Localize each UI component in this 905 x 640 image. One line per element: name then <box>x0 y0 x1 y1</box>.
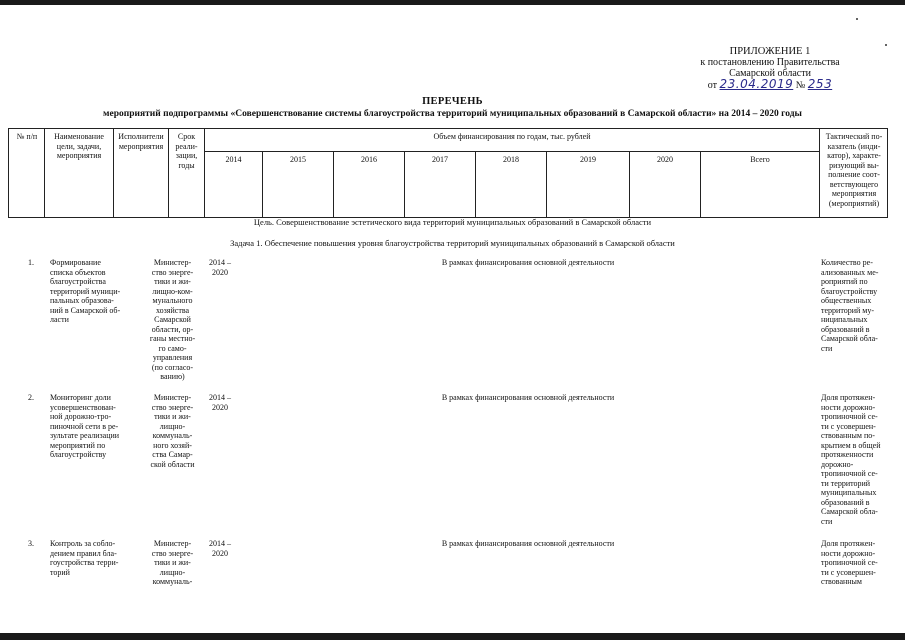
text-line: Формирование <box>50 258 101 267</box>
text-line: хозяйства <box>155 305 190 315</box>
text-line: Доля протяжен- <box>821 393 876 402</box>
text-line: Доля протяжен- <box>821 539 876 548</box>
text-line: общественных <box>821 296 872 305</box>
scan-speck <box>885 44 887 46</box>
header-term-line: зации, <box>175 151 198 160</box>
text-line: (по согласо- <box>151 362 194 372</box>
number-prefix: № <box>795 80 806 91</box>
text-line: территорий му- <box>821 305 875 315</box>
table-header <box>8 128 888 218</box>
text-line: ти территорий <box>821 478 871 488</box>
header-year: 2014 <box>225 155 242 164</box>
text-line: усовершенствован- <box>50 402 116 412</box>
header-indicator-line: ризующий вы- <box>829 160 879 170</box>
text-line: Министер- <box>153 258 192 267</box>
scan-speck <box>856 18 858 20</box>
row-financing: В рамках финансирования основной деятельности <box>441 393 615 402</box>
row-financing: В рамках финансирования основной деятельности <box>441 258 615 267</box>
appendix-line-1: к постановлению Правительства <box>700 57 840 68</box>
header-term <box>169 132 204 170</box>
text-line: ализованных ме- <box>821 267 879 277</box>
row-executors <box>141 539 204 587</box>
header-indicator-line: мероприятия <box>831 189 877 198</box>
text-line: благоустройства <box>50 277 106 286</box>
text-line: Министер- <box>153 393 192 402</box>
header-indicator-line: ветствующего <box>829 179 879 189</box>
text-line: мероприятий по <box>50 440 106 450</box>
header-term-line: Срок <box>177 132 196 141</box>
row-indicator <box>821 539 885 587</box>
appendix-line-2: Самарской области <box>729 68 811 79</box>
text-line: ствованным по- <box>821 431 875 440</box>
text-line: ниципальных <box>821 315 868 324</box>
text-line: го само- <box>158 343 187 353</box>
text-line: роприятий по <box>821 277 868 286</box>
text-line: Контроль за собло- <box>50 539 116 548</box>
text-line: Мониторинг доли <box>50 393 111 402</box>
text-line: образований в <box>821 497 870 507</box>
text-line: ности дорожно- <box>821 548 876 558</box>
header-indicator-line: катор), характе- <box>827 151 881 160</box>
text-line: Самарской обла- <box>821 507 878 516</box>
row-financing: В рамках финансирования основной деятельности <box>441 539 615 548</box>
scan-top-edge <box>0 0 905 5</box>
text-line: ности дорожно- <box>821 402 876 412</box>
appendix-title: ПРИЛОЖЕНИЕ 1 <box>729 46 811 57</box>
text-line: зультате реализации <box>50 431 120 440</box>
text-line: территорий муници- <box>50 286 121 296</box>
text-line: тропиночной се- <box>821 469 878 478</box>
header-term-line: реали- <box>175 141 198 151</box>
text-line: ванию) <box>160 372 185 381</box>
text-line: Министер- <box>153 539 192 548</box>
header-term-line: годы <box>178 160 195 170</box>
text-line: тропиночной се- <box>821 412 878 421</box>
text-line: 2014 – <box>209 539 231 548</box>
text-line: ний в Самарской об- <box>50 305 121 315</box>
header-year: 2018 <box>503 155 519 164</box>
text-line: пальных образова- <box>50 296 114 305</box>
text-line: лищно- <box>159 567 186 577</box>
text-line: 2020 <box>212 548 228 558</box>
text-line: коммуналь- <box>152 431 193 440</box>
goal-line: Цель. Совершенствование эстетического вида территорий муниципальных образований в Самарской области <box>253 217 652 227</box>
date-prefix: от <box>707 80 718 91</box>
task-line: Задача 1. Обеспечение повышения уровня благоустройства территорий муниципальных образований в Самарской области <box>230 238 675 248</box>
text-line: 2020 <box>212 267 228 277</box>
text-line: коммуналь- <box>152 577 193 586</box>
col-divider <box>44 129 45 217</box>
text-line: ласти <box>50 315 69 324</box>
text-line: ного хозяй- <box>153 440 192 450</box>
text-line: тики и жи- <box>154 558 191 567</box>
text-line: тики и жи- <box>154 412 191 421</box>
text-line: муниципальных <box>821 488 877 497</box>
header-indicator-line: казатель (инди- <box>827 141 881 151</box>
row-divider <box>204 151 819 152</box>
text-line: 2020 <box>212 402 228 412</box>
text-line: Самарской <box>154 315 191 324</box>
row-name <box>50 258 138 325</box>
row-term <box>204 393 236 412</box>
document-subtitle: мероприятий подпрограммы «Совершенствование системы благоустройства территорий муниципальных образований в Самарской области» на 2014 – 2020 годы <box>103 109 802 119</box>
text-line: ство энерге- <box>151 402 194 412</box>
document-title: ПЕРЕЧЕНЬ <box>422 96 483 107</box>
header-indicator-line: Тактический по- <box>825 132 883 141</box>
header-indicator-line: полнение соот- <box>828 170 880 179</box>
scan-bottom-edge <box>0 633 905 640</box>
row-number: 3. <box>28 539 34 548</box>
header-year: 2020 <box>657 155 673 164</box>
text-line: дением правил бла- <box>50 548 117 558</box>
row-name <box>50 393 138 460</box>
text-line: сти <box>821 343 833 353</box>
text-line: благоустройству <box>821 286 878 296</box>
text-line: гоустройства терри- <box>50 558 119 567</box>
header-indicator-line: (мероприятий) <box>828 198 880 208</box>
text-line: сти <box>821 516 833 526</box>
appendix-date-line <box>670 79 870 91</box>
text-line: ства Самар- <box>152 450 193 459</box>
text-line: области, ор- <box>151 324 194 334</box>
header-year: 2015 <box>290 155 306 164</box>
header-name: Наименование цели, задачи, мероприятия <box>54 132 104 160</box>
appendix-block <box>670 46 870 91</box>
header-indicator <box>820 132 888 208</box>
handwritten-date: 23.04.2019 <box>719 77 794 91</box>
row-indicator <box>821 393 885 526</box>
col-divider <box>204 129 205 217</box>
row-term <box>204 258 236 277</box>
text-line: благоустройству <box>50 450 107 459</box>
text-line: управления <box>152 353 193 362</box>
text-line: лищно- <box>159 421 186 431</box>
text-line: ство энерге- <box>151 548 194 558</box>
header-total: Всего <box>750 155 770 164</box>
text-line: ти с усовершен- <box>821 421 876 431</box>
row-term <box>204 539 236 558</box>
handwritten-number: 253 <box>807 77 833 91</box>
text-line: протяженности <box>821 450 874 459</box>
header-year: 2017 <box>432 155 448 164</box>
text-line: Количество ре- <box>821 258 873 267</box>
text-line: ганы местно- <box>149 334 196 343</box>
row-executors <box>141 258 204 382</box>
row-indicator <box>821 258 885 353</box>
header-executors: Исполнители мероприятия <box>118 132 164 151</box>
row-number: 2. <box>28 393 34 402</box>
text-line: тропиночной се- <box>821 558 878 567</box>
header-year: 2016 <box>361 155 377 164</box>
text-line: пиночной сети в ре- <box>50 421 119 431</box>
text-line: ство энерге- <box>151 267 194 277</box>
text-line: ти с усовершен- <box>821 567 876 577</box>
row-name <box>50 539 138 577</box>
text-line: лищно-ком- <box>152 286 193 296</box>
header-num: № п/п <box>16 132 38 141</box>
text-line: ствованным <box>821 577 862 586</box>
text-line: дорожно- <box>821 459 854 469</box>
text-line: торий <box>50 567 70 577</box>
text-line: образований в <box>821 324 870 334</box>
row-number: 1. <box>28 258 34 267</box>
text-line: ской области <box>150 459 195 469</box>
header-financing: Объем финансирования по годам, тыс. рублей <box>433 132 591 141</box>
text-line: тики и жи- <box>154 277 191 286</box>
text-line: Самарской обла- <box>821 334 878 343</box>
text-line: списка объектов <box>50 267 106 277</box>
header-year: 2019 <box>580 155 596 164</box>
text-line: 2014 – <box>209 258 231 267</box>
text-line: крытием в общей <box>821 440 881 450</box>
text-line: мунального <box>152 296 193 305</box>
text-line: ной дорожно-тро- <box>50 412 112 421</box>
text-line: 2014 – <box>209 393 231 402</box>
row-executors <box>141 393 204 469</box>
col-divider <box>113 129 114 217</box>
